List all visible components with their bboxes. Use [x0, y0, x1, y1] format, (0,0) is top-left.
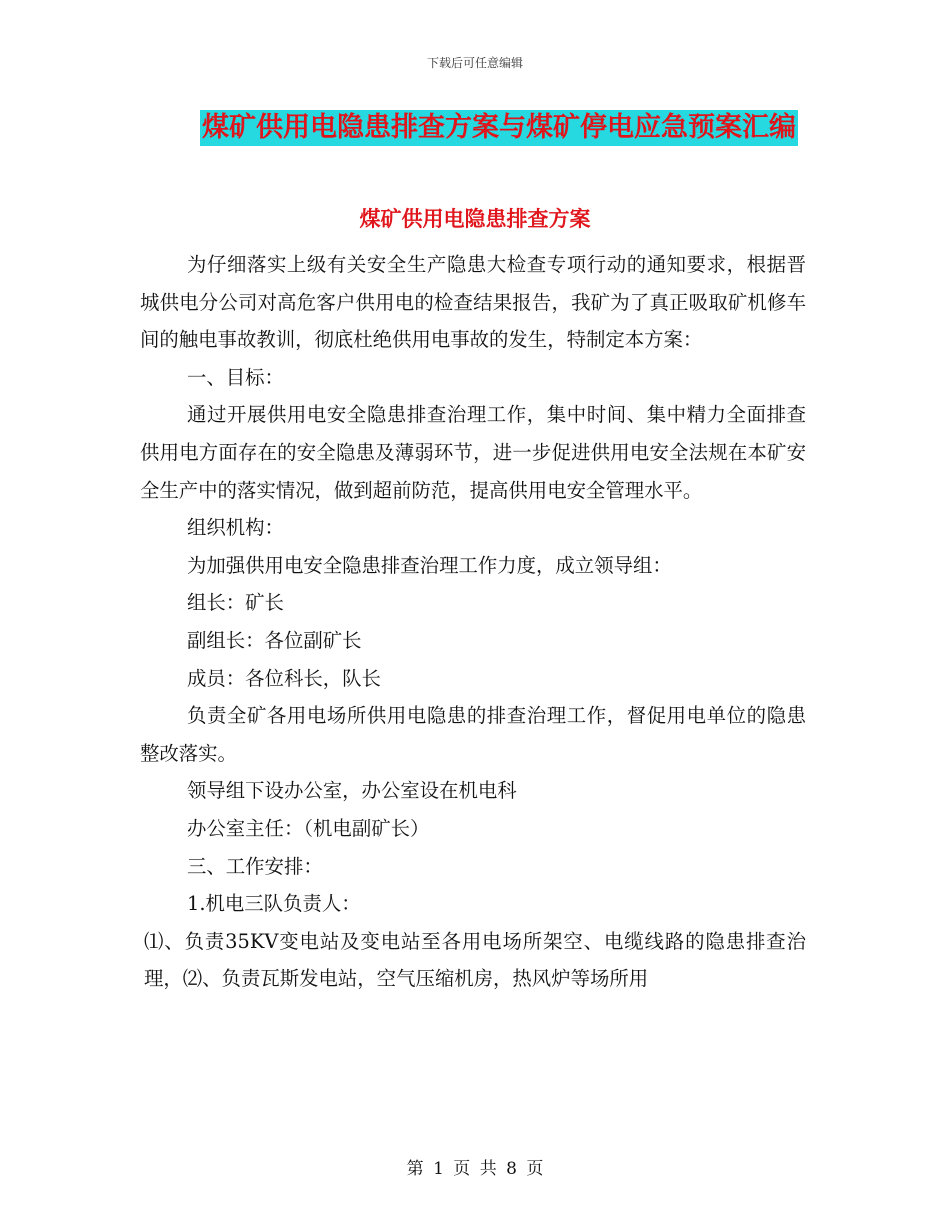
paragraph-office-director: 办公室主任：（机电副矿长） — [187, 816, 430, 840]
paragraph-org-heading: 组织机构： — [187, 516, 284, 540]
paragraph-office: 领导组下设办公室，办公室设在机电科 — [187, 779, 517, 803]
paragraph-goal: 通过开展供用电安全隐患排查治理工作，集中时间、集中精力全面排查供用电方面存在的安全隐患及薄弱环节，进一步促进供用电安全法规在本矿安全生产中的落实情况，做到超前防范，提高供用电安全管理水平。 — [140, 403, 806, 502]
header-note: 下载后可任意编辑 — [426, 56, 523, 70]
paragraph-goal-heading: 一、目标： — [187, 365, 284, 389]
paragraph-intro: 为仔细落实上级有关安全生产隐患大检查专项行动的通知要求，根据晋城供电分公司对高危客户供用电的检查结果报告，我矿为了真正吸取矿机修车间的触电事故教训，彻底杜绝供用电事故的发生，特制定本方案： — [140, 253, 806, 352]
paragraph-team-leader: 1.机电三队负责人： — [187, 892, 361, 916]
page-number: 第 1 页 共 8 页 — [406, 1159, 544, 1179]
paragraph-leader: 组长：矿长 — [187, 591, 284, 615]
paragraph-work-heading: 三、工作安排： — [187, 854, 323, 878]
document-title-text: 煤矿供用电隐患排查方案与煤矿停电应急预案汇编 — [200, 110, 798, 146]
paragraph-duty: 负责全矿各用电场所供用电隐患的排查治理工作，督促用电单位的隐患整改落实。 — [140, 704, 806, 765]
paragraph-deputy: 副组长：各位副矿长 — [187, 628, 362, 652]
paragraph-team-duties: ⑴、负责35KV变电站及变电站至各用电场所架空、电缆线路的隐患排查治理，⑵、负责瓦斯发电站，空气压缩机房，热风炉等场所用 — [144, 929, 806, 991]
paragraph-members: 成员：各位科长，队长 — [187, 666, 381, 690]
paragraph-org: 为加强供用电安全隐患排查治理工作力度，成立领导组： — [187, 553, 672, 577]
body-text — [140, 246, 806, 998]
section-title: 煤矿供用电隐患排查方案 — [359, 207, 591, 231]
document-title — [0, 110, 950, 146]
